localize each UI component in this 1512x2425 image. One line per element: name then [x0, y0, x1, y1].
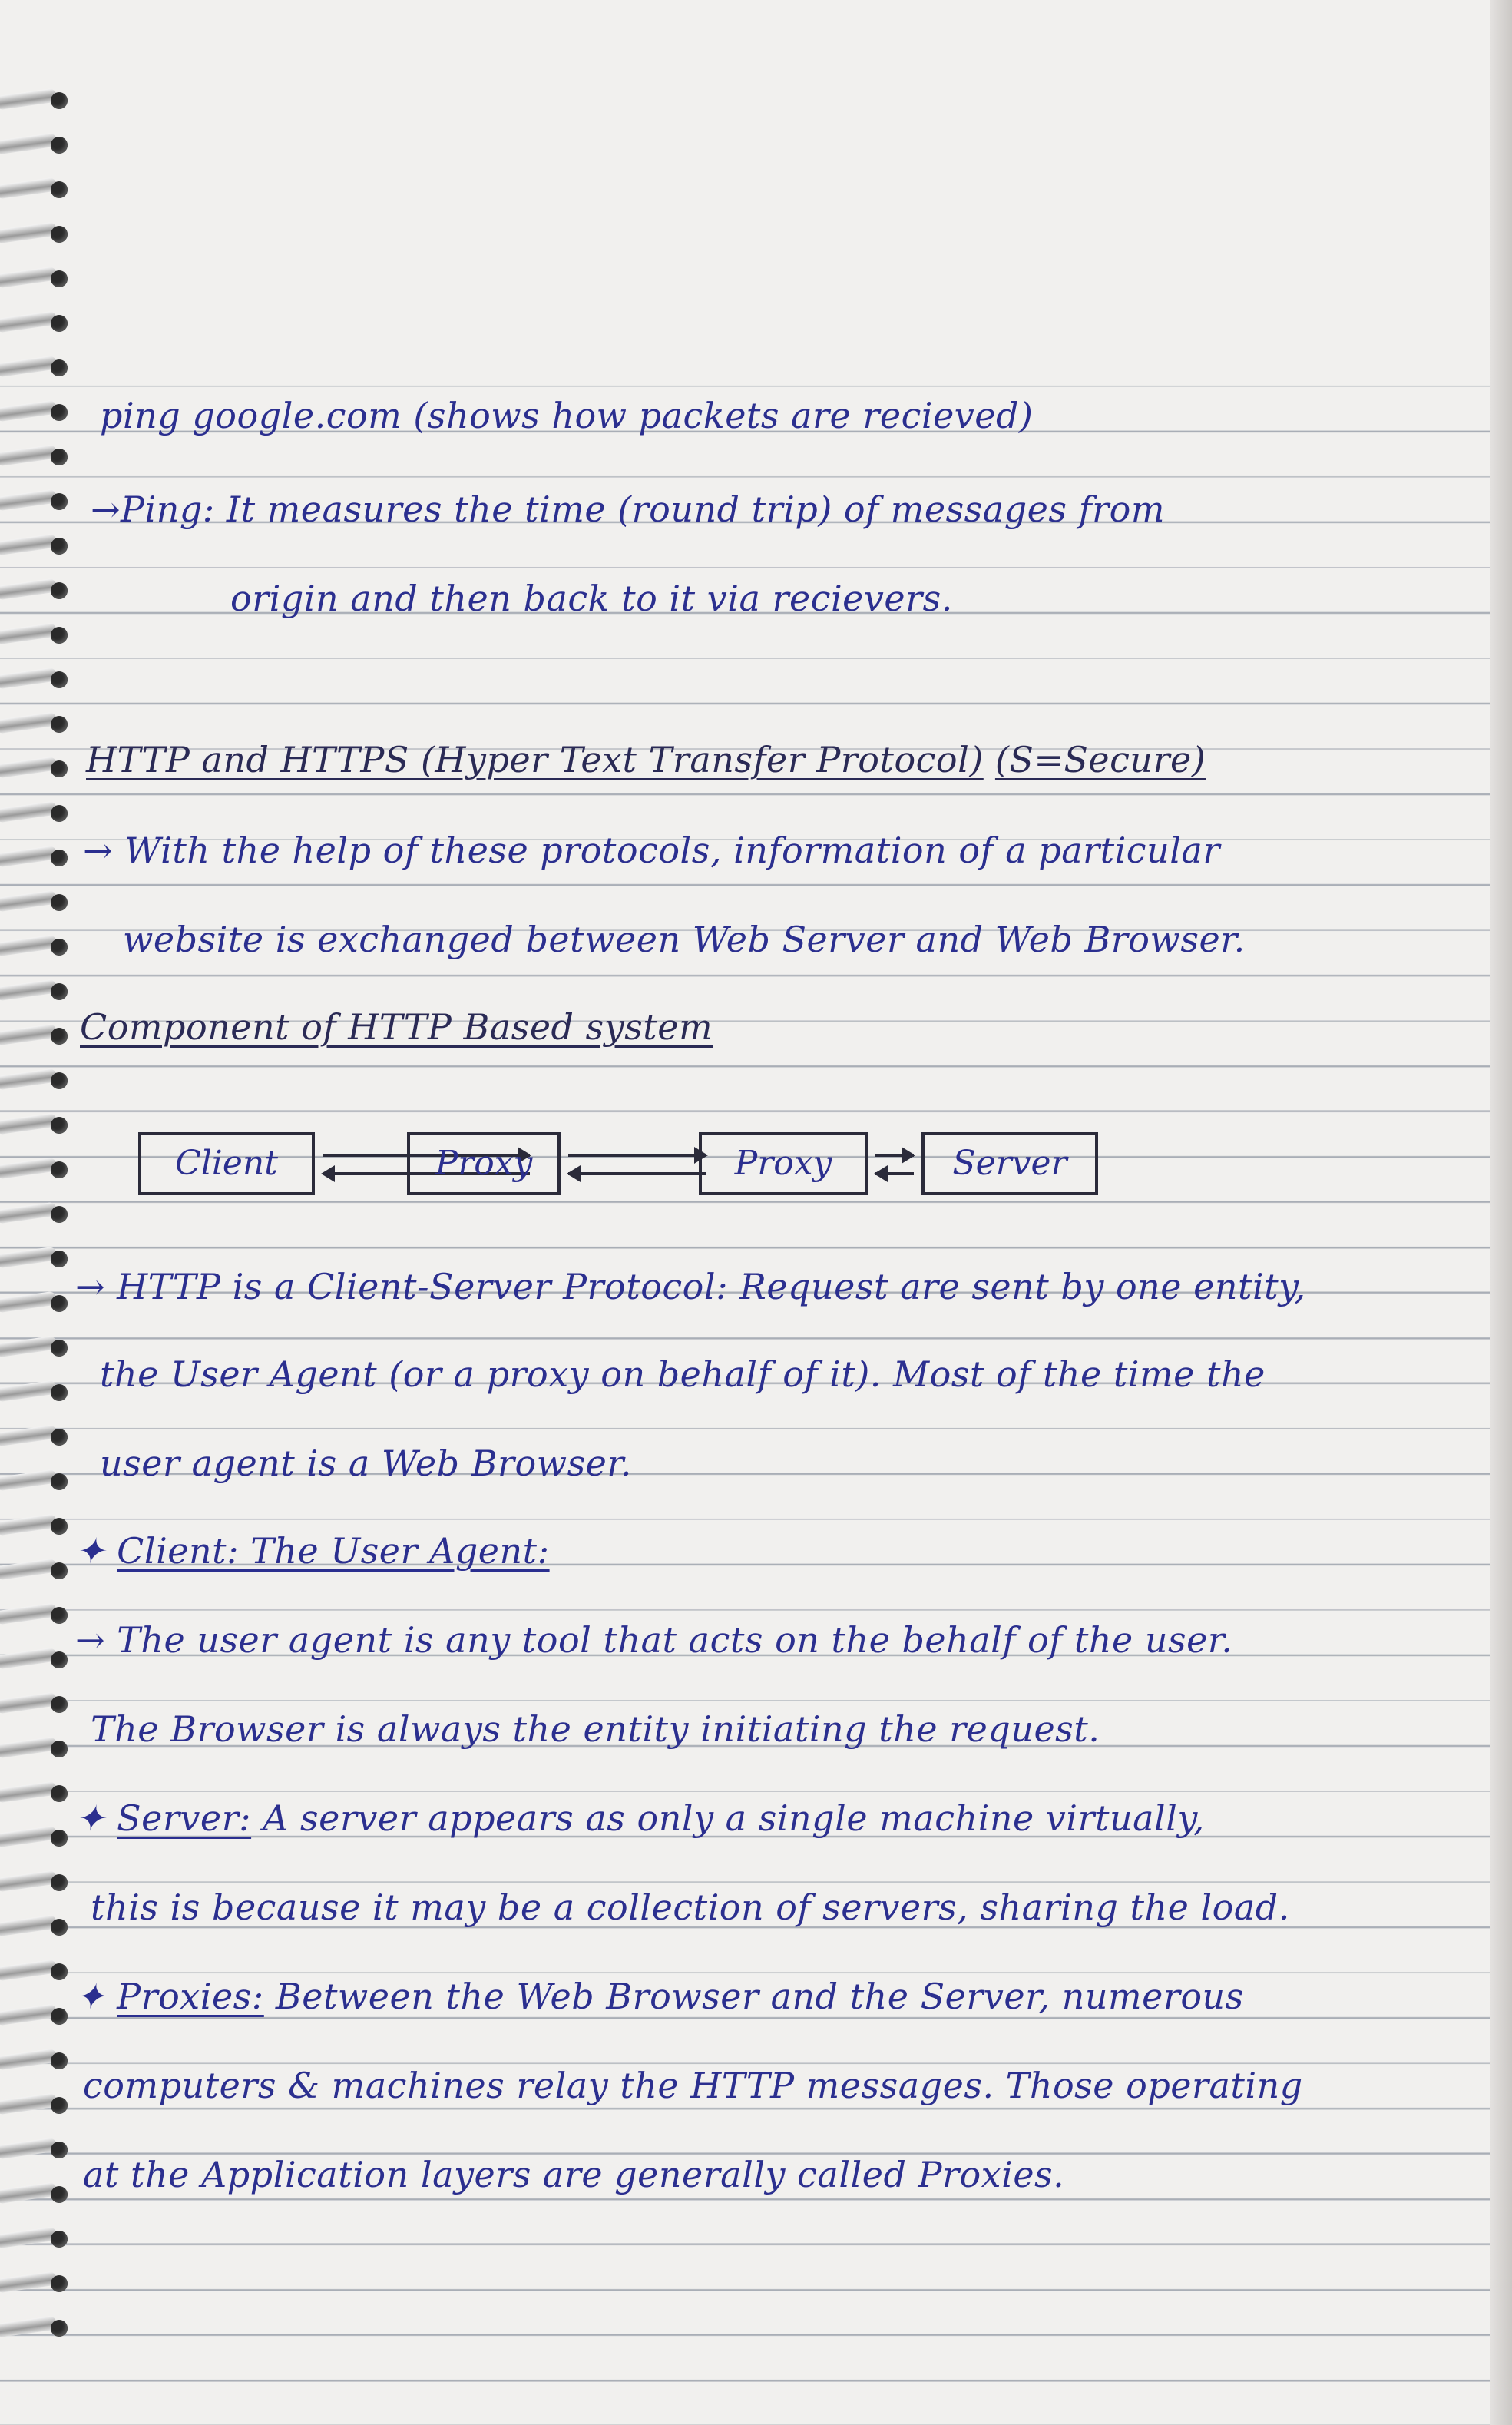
proxies-label: Proxies: [117, 1976, 264, 2017]
arrow-proxy-to-proxy [568, 1154, 706, 1157]
diagram-proxy-box-2: Proxy [699, 1132, 868, 1195]
proxies-text-1: Between the Web Browser and the Server, numerous [275, 1976, 1244, 2017]
client-server-line-3: user agent is a Web Browser. [100, 1443, 632, 1484]
arrow-proxy-to-server [875, 1154, 914, 1157]
ping-definition-line-1: →Ping: It measures the time (round trip) of messages from [91, 489, 1165, 530]
user-agent-line-1: → The user agent is any tool that acts on the behalf of the user. [75, 1619, 1233, 1661]
proxies-paragraph-line-3: at the Application layers are generally called Proxies. [83, 2154, 1065, 2195]
arrow-proxy-back [568, 1172, 706, 1175]
ping-definition-line-2: origin and then back to it via recievers. [230, 578, 953, 619]
http-heading-title: HTTP and HTTPS (Hyper Text Transfer Protocol) [86, 739, 984, 780]
bullet-star-icon: ✦ [75, 1530, 106, 1572]
client-heading [75, 1529, 550, 1573]
http-components-diagram [131, 1115, 1129, 1215]
server-paragraph-line-2: this is because it may be a collection of servers, sharing the load. [91, 1887, 1290, 1928]
server-text-1: A server appears as only a single machine virtually, [263, 1797, 1205, 1839]
client-server-line-1: → HTTP is a Client-Server Protocol: Request are sent by one entity, [75, 1266, 1306, 1307]
http-heading [86, 737, 1206, 782]
server-paragraph-line-1 [75, 1796, 1205, 1840]
components-heading: Component of HTTP Based system [80, 1006, 713, 1048]
proxies-paragraph-line-2: computers & machines relay the HTTP messages. Those operating [83, 2065, 1303, 2106]
diagram-server-box: Server [921, 1132, 1098, 1195]
http-description-line-1: → With the help of these protocols, information of a particular [83, 830, 1220, 871]
http-description-line-2: website is exchanged between Web Server and Web Browser. [123, 919, 1246, 960]
server-label: Server: [117, 1797, 252, 1839]
proxies-paragraph-line-1 [75, 1974, 1244, 2019]
user-agent-line-2: The Browser is always the entity initiating the request. [91, 1708, 1100, 1750]
bullet-star-icon: ✦ [75, 1976, 106, 2017]
client-server-line-2: the User Agent (or a proxy on behalf of it). Most of the time the [100, 1353, 1266, 1395]
spiral-binding [0, 92, 77, 2397]
diagram-client-box: Client [138, 1132, 315, 1195]
http-heading-secure: (S=Secure) [994, 739, 1206, 780]
arrow-server-to-proxy [875, 1172, 914, 1175]
bullet-star-icon: ✦ [75, 1797, 106, 1839]
ping-command-line: ping google.com (shows how packets are recieved) [100, 395, 1034, 436]
client-heading-text: Client: The User Agent: [117, 1530, 550, 1572]
diagram-proxy-box-1: Proxy [407, 1132, 561, 1195]
